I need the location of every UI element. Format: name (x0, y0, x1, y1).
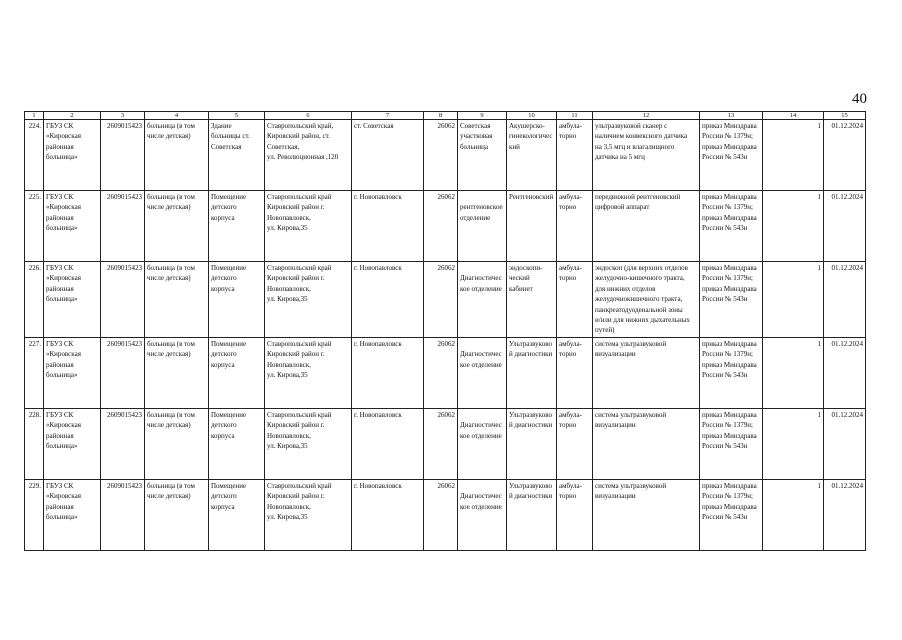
cabinet-cell: эндоскопи- ческий кабинет (507, 262, 557, 338)
locality-cell: г. Новопавловск (352, 191, 424, 262)
column-14-cell: 1 (763, 191, 824, 262)
equipment-cell: система ультразвуковой визуализации (593, 408, 700, 479)
order-reference-cell: приказ Минздрава России № 1379н; приказ Минздрава России № 543н (700, 120, 763, 191)
locality-cell: ст. Советская (352, 120, 424, 191)
table-row (25, 337, 866, 408)
column-header: 1 (25, 112, 44, 120)
column-header: 13 (700, 112, 763, 120)
date-cell: 01.12.2024 (824, 408, 866, 479)
row-number-cell: 225. (25, 191, 44, 262)
order-reference-cell: приказ Минздрава России № 1379н; приказ Минздрава России № 543н (700, 262, 763, 338)
table-row (25, 262, 866, 338)
organization-cell: ГБУЗ СК «Кировская районная больница» (44, 262, 101, 338)
column-header: 12 (593, 112, 700, 120)
cabinet-cell: Акушерско- гинекологичес кий (507, 120, 557, 191)
department-cell: Диагностичес кое отделение (458, 479, 507, 550)
building-cell: Помещение детского корпуса (209, 262, 265, 338)
cabinet-cell: Ультразвуково й диагностики (507, 479, 557, 550)
column-header: 6 (265, 112, 352, 120)
register-table (24, 111, 866, 551)
care-form-cell: амбула- торно (557, 262, 593, 338)
row-number-cell: 229. (25, 479, 44, 550)
column-14-cell: 1 (763, 120, 824, 191)
column-header: 4 (145, 112, 209, 120)
inn-code-cell: 2609015423 (101, 337, 145, 408)
table-row (25, 191, 866, 262)
order-reference-cell: приказ Минздрава России № 1379н; приказ Минздрава России № 543н (700, 337, 763, 408)
organization-cell: ГБУЗ СК «Кировская районная больница» (44, 337, 101, 408)
column-header: 11 (557, 112, 593, 120)
organization-cell: ГБУЗ СК «Кировская районная больница» (44, 191, 101, 262)
address-cell: Ставропольский край, Кировский район, ст. Советская, ул. Революционная ,120 (265, 120, 352, 191)
facility-type-cell: больница (в том числе детская) (145, 337, 209, 408)
date-cell: 01.12.2024 (824, 120, 866, 191)
locality-cell: г. Новопавловск (352, 479, 424, 550)
postal-code-cell: 26062 (424, 191, 458, 262)
address-cell: Ставропольский край Кировский район г. Новопавловск, ул. Кирова,35 (265, 408, 352, 479)
equipment-cell: система ультразвуковой визуализации (593, 479, 700, 550)
building-cell: Здание больницы ст. Советская (209, 120, 265, 191)
locality-cell: г. Новопавловск (352, 262, 424, 338)
inn-code-cell: 2609015423 (101, 262, 145, 338)
column-header: 7 (352, 112, 424, 120)
care-form-cell: амбула- торно (557, 479, 593, 550)
address-cell: Ставропольский край Кировский район г. Новопавловск, ул. Кирова,35 (265, 262, 352, 338)
column-14-cell: 1 (763, 262, 824, 338)
column-14-cell: 1 (763, 479, 824, 550)
building-cell: Помещение детского корпуса (209, 479, 265, 550)
facility-type-cell: больница (в том числе детская) (145, 262, 209, 338)
column-14-cell: 1 (763, 408, 824, 479)
column-header: 3 (101, 112, 145, 120)
postal-code-cell: 26062 (424, 262, 458, 338)
date-cell: 01.12.2024 (824, 337, 866, 408)
building-cell: Помещение детского корпуса (209, 191, 265, 262)
equipment-cell: эндоскоп (для верхних отделов желудочно-кишечного тракта, для нижних отделов желудочнокишечного тракта, панкреатодуоденальной зоны и/или для нижних дыхательных путей) (593, 262, 700, 338)
building-cell: Помещение детского корпуса (209, 408, 265, 479)
inn-code-cell: 2609015423 (101, 479, 145, 550)
cabinet-cell: Ультразвуково й диагностики (507, 408, 557, 479)
column-header: 14 (763, 112, 824, 120)
address-cell: Ставропольский край Кировский район г. Новопавловск, ул. Кирова,35 (265, 479, 352, 550)
care-form-cell: амбула- торно (557, 337, 593, 408)
inn-code-cell: 2609015423 (101, 408, 145, 479)
order-reference-cell: приказ Минздрава России № 1379н; приказ Минздрава России № 543н (700, 191, 763, 262)
equipment-cell: ультразвуковой сканер с наличием конвексного датчика на 3,5 мгц и влагалищного датчика на 5 мгц (593, 120, 700, 191)
table-row (25, 408, 866, 479)
department-cell: Диагностичес кое отделение (458, 408, 507, 479)
date-cell: 01.12.2024 (824, 191, 866, 262)
column-14-cell: 1 (763, 337, 824, 408)
organization-cell: ГБУЗ СК «Кировская районная больница» (44, 408, 101, 479)
locality-cell: г. Новопавловск (352, 337, 424, 408)
address-cell: Ставропольский край Кировский район г. Новопавловск, ул. Кирова,35 (265, 337, 352, 408)
postal-code-cell: 26062 (424, 337, 458, 408)
organization-cell: ГБУЗ СК «Кировская районная больница» (44, 120, 101, 191)
postal-code-cell: 26062 (424, 479, 458, 550)
postal-code-cell: 26062 (424, 120, 458, 191)
column-header: 5 (209, 112, 265, 120)
row-number-cell: 226. (25, 262, 44, 338)
table-row (25, 479, 866, 550)
facility-type-cell: больница (в том числе детская) (145, 191, 209, 262)
inn-code-cell: 2609015423 (101, 120, 145, 191)
organization-cell: ГБУЗ СК «Кировская районная больница» (44, 479, 101, 550)
table-row (25, 120, 866, 191)
care-form-cell: амбула- торно (557, 191, 593, 262)
department-cell: рентгеновское отделение (458, 191, 507, 262)
department-cell: Советская участковая больница (458, 120, 507, 191)
building-cell: Помещение детского корпуса (209, 337, 265, 408)
department-cell: Диагностичес кое отделение (458, 337, 507, 408)
locality-cell: г. Новопавловск (352, 408, 424, 479)
care-form-cell: амбула- торно (557, 120, 593, 191)
facility-type-cell: больница (в том числе детская) (145, 408, 209, 479)
header-row (25, 112, 866, 120)
cabinet-cell: Рентгеновский (507, 191, 557, 262)
column-header: 8 (424, 112, 458, 120)
cabinet-cell: Ультразвуково й диагностики (507, 337, 557, 408)
care-form-cell: амбула- торно (557, 408, 593, 479)
date-cell: 01.12.2024 (824, 262, 866, 338)
facility-type-cell: больница (в том числе детская) (145, 479, 209, 550)
row-number-cell: 224. (25, 120, 44, 191)
equipment-cell: система ультразвуковой визуализации (593, 337, 700, 408)
column-header: 2 (44, 112, 101, 120)
equipment-cell: передвижной рентгеновский цифровой аппарат (593, 191, 700, 262)
postal-code-cell: 26062 (424, 408, 458, 479)
column-header: 9 (458, 112, 507, 120)
facility-type-cell: больница (в том числе детская) (145, 120, 209, 191)
department-cell: Диагностичес кое отделение (458, 262, 507, 338)
address-cell: Ставропольский край Кировский район г. Новопавловск, ул. Кирова,35 (265, 191, 352, 262)
page-number: 40 (852, 91, 867, 107)
column-header: 15 (824, 112, 866, 120)
date-cell: 01.12.2024 (824, 479, 866, 550)
order-reference-cell: приказ Минздрава России № 1379н; приказ Минздрава России № 543н (700, 408, 763, 479)
row-number-cell: 227. (25, 337, 44, 408)
row-number-cell: 228. (25, 408, 44, 479)
order-reference-cell: приказ Минздрава России № 1379н; приказ Минздрава России № 543н (700, 479, 763, 550)
inn-code-cell: 2609015423 (101, 191, 145, 262)
column-header: 10 (507, 112, 557, 120)
